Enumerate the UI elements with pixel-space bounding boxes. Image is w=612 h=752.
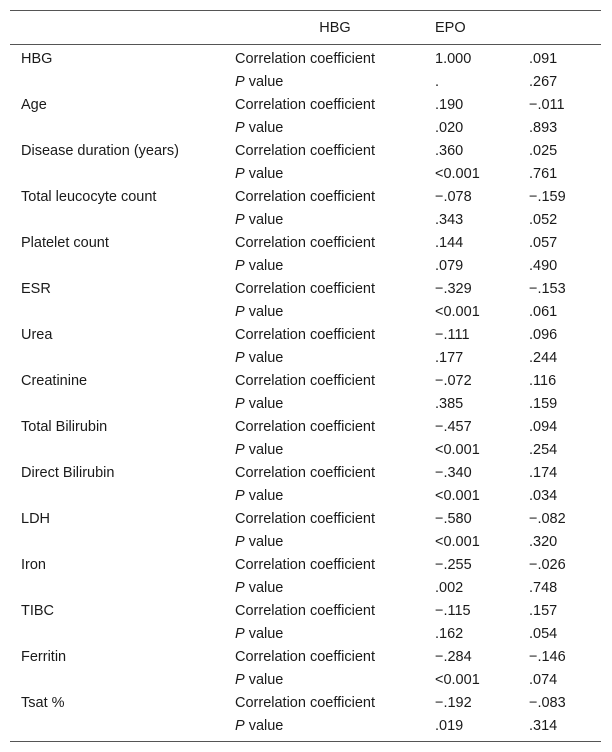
cell-corr-epo: .057	[529, 234, 558, 251]
stat-label-correlation: Correlation coefficient	[235, 418, 375, 435]
table-row-pvalue	[10, 254, 601, 277]
table-row-pvalue	[10, 668, 601, 691]
stat-label-correlation: Correlation coefficient	[235, 50, 375, 67]
stat-label-correlation: Correlation coefficient	[235, 326, 375, 343]
cell-p-epo: .244	[529, 349, 558, 366]
cell-corr-epo: −.011	[529, 96, 565, 113]
stat-label-pvalue	[235, 162, 435, 185]
cell-corr-hbg: −.072	[435, 372, 472, 389]
stat-label-pvalue	[235, 116, 435, 139]
table-row-pvalue	[10, 438, 601, 461]
variable-name-blank	[10, 254, 235, 277]
p-letter: P	[235, 395, 245, 412]
cell-corr-epo: −.146	[529, 648, 566, 665]
cell-corr-epo: −.083	[529, 694, 566, 711]
cell-corr-epo: −.026	[529, 556, 566, 573]
p-rest: value	[244, 349, 284, 366]
table-row-pvalue	[10, 484, 601, 507]
stat-label-pvalue	[235, 70, 435, 93]
cell-corr-hbg: −.580	[435, 510, 472, 527]
table-row-correlation	[10, 599, 601, 622]
p-letter: P	[235, 441, 245, 458]
cell-p-epo: .052	[529, 211, 558, 228]
table-row-pvalue	[10, 70, 601, 93]
cell-corr-hbg: .360	[435, 142, 464, 159]
p-letter: P	[235, 579, 245, 596]
header-blank	[10, 11, 235, 45]
cell-p-hbg: .177	[435, 349, 464, 366]
stat-label-correlation: Correlation coefficient	[235, 510, 375, 527]
cell-p-hbg: <0.001	[435, 533, 480, 550]
table-row-pvalue	[10, 300, 601, 323]
table-row-pvalue	[10, 530, 601, 553]
stat-label-pvalue	[235, 714, 435, 742]
cell-p-hbg: .162	[435, 625, 464, 642]
p-letter: P	[235, 625, 245, 642]
cell-p-hbg: .343	[435, 211, 464, 228]
cell-p-hbg: .385	[435, 395, 464, 412]
table-row-correlation	[10, 645, 601, 668]
cell-corr-hbg: −.115	[435, 602, 471, 619]
table-row-pvalue	[10, 622, 601, 645]
table-row-correlation	[10, 139, 601, 162]
cell-p-hbg: <0.001	[435, 303, 480, 320]
stat-label-pvalue	[235, 622, 435, 645]
table-row-pvalue	[10, 162, 601, 185]
variable-name-blank	[10, 392, 235, 415]
variable-name: ESR	[21, 280, 51, 297]
table-row-pvalue	[10, 116, 601, 139]
cell-corr-epo: .025	[529, 142, 558, 159]
table-row-correlation	[10, 277, 601, 300]
correlation-table-container	[10, 10, 601, 742]
p-letter: P	[235, 303, 245, 320]
stat-label-correlation: Correlation coefficient	[235, 648, 375, 665]
p-rest: value	[244, 73, 284, 90]
cell-p-epo: .748	[529, 579, 558, 596]
p-rest: value	[244, 165, 284, 182]
variable-name: Ferritin	[21, 648, 67, 665]
cell-p-epo: .490	[529, 257, 558, 274]
p-rest: value	[244, 119, 284, 136]
table-row-correlation	[10, 553, 601, 576]
stat-label-pvalue	[235, 392, 435, 415]
cell-corr-hbg: −.111	[435, 326, 470, 343]
table-row-correlation	[10, 415, 601, 438]
table-row-pvalue	[10, 346, 601, 369]
p-letter: P	[235, 211, 245, 228]
stat-label-correlation: Correlation coefficient	[235, 188, 375, 205]
cell-corr-hbg: −.457	[435, 418, 472, 435]
variable-name: HBG	[21, 50, 53, 67]
cell-corr-hbg: .190	[435, 96, 464, 113]
header-hbg: HBG	[319, 19, 351, 36]
table-row-correlation	[10, 231, 601, 254]
cell-corr-hbg: −.192	[435, 694, 472, 711]
stat-label-pvalue	[235, 484, 435, 507]
stat-label-correlation: Correlation coefficient	[235, 602, 375, 619]
table-row-pvalue	[10, 576, 601, 599]
variable-name-blank	[10, 116, 235, 139]
cell-corr-epo: .116	[529, 372, 557, 389]
cell-corr-hbg: −.340	[435, 464, 472, 481]
p-letter: P	[235, 257, 245, 274]
cell-p-hbg: <0.001	[435, 487, 480, 504]
p-letter: P	[235, 349, 245, 366]
cell-corr-hbg: −.255	[435, 556, 472, 573]
variable-name: Creatinine	[21, 372, 88, 389]
p-rest: value	[244, 395, 284, 412]
cell-p-epo: .074	[529, 671, 558, 688]
p-letter: P	[235, 487, 245, 504]
variable-name-blank	[10, 208, 235, 231]
p-letter: P	[235, 119, 245, 136]
p-letter: P	[235, 717, 245, 734]
variable-name: Platelet count	[21, 234, 109, 251]
variable-name: Tsat %	[21, 694, 65, 711]
table-row-correlation	[10, 93, 601, 116]
cell-p-epo: .267	[529, 73, 558, 90]
cell-p-epo: .061	[529, 303, 558, 320]
table-row-correlation	[10, 369, 601, 392]
stat-label-pvalue	[235, 668, 435, 691]
cell-p-hbg: .002	[435, 579, 464, 596]
table-header-row	[10, 11, 601, 45]
stat-label-correlation: Correlation coefficient	[235, 464, 375, 481]
p-rest: value	[244, 303, 284, 320]
table-row-correlation	[10, 507, 601, 530]
p-rest: value	[244, 717, 284, 734]
stat-label-pvalue	[235, 346, 435, 369]
p-rest: value	[244, 533, 284, 550]
variable-name-blank	[10, 162, 235, 185]
variable-name-blank	[10, 530, 235, 553]
cell-p-epo: .159	[529, 395, 558, 412]
variable-name: Total leucocyte count	[21, 188, 157, 205]
variable-name: TIBC	[21, 602, 55, 619]
variable-name-blank	[10, 622, 235, 645]
table-row-correlation	[10, 45, 601, 71]
p-rest: value	[244, 579, 284, 596]
p-letter: P	[235, 671, 245, 688]
stat-label-pvalue	[235, 300, 435, 323]
cell-p-hbg: .019	[435, 717, 464, 734]
variable-name-blank	[10, 714, 235, 742]
cell-corr-hbg: −.078	[435, 188, 472, 205]
cell-p-epo: .761	[529, 165, 558, 182]
variable-name-blank	[10, 576, 235, 599]
cell-corr-epo: .157	[529, 602, 558, 619]
variable-name-blank	[10, 484, 235, 507]
p-rest: value	[244, 257, 284, 274]
p-letter: P	[235, 165, 245, 182]
table-row-pvalue	[10, 208, 601, 231]
table-row-correlation	[10, 461, 601, 484]
variable-name: Iron	[21, 556, 46, 573]
cell-p-hbg: .020	[435, 119, 464, 136]
stat-label-correlation: Correlation coefficient	[235, 96, 375, 113]
stat-label-pvalue	[235, 576, 435, 599]
p-rest: value	[244, 625, 284, 642]
table-row-correlation	[10, 323, 601, 346]
stat-label-correlation: Correlation coefficient	[235, 372, 375, 389]
variable-name: Direct Bilirubin	[21, 464, 115, 481]
p-letter: P	[235, 533, 245, 550]
stat-label-pvalue	[235, 254, 435, 277]
variable-name: Disease duration (years)	[21, 142, 179, 159]
stat-label-correlation: Correlation coefficient	[235, 142, 375, 159]
variable-name-blank	[10, 70, 235, 93]
cell-corr-epo: −.153	[529, 280, 566, 297]
cell-p-hbg: <0.001	[435, 441, 480, 458]
stat-label-pvalue	[235, 438, 435, 461]
cell-corr-epo: .174	[529, 464, 558, 481]
p-rest: value	[244, 211, 284, 228]
variable-name-blank	[10, 668, 235, 691]
variable-name: Urea	[21, 326, 53, 343]
cell-corr-hbg: 1.000	[435, 50, 472, 67]
stat-label-pvalue	[235, 530, 435, 553]
stat-label-correlation: Correlation coefficient	[235, 556, 375, 573]
table-row-correlation	[10, 691, 601, 714]
stat-label-correlation: Correlation coefficient	[235, 694, 375, 711]
cell-p-epo: .314	[529, 717, 558, 734]
cell-p-epo: .054	[529, 625, 558, 642]
table-row-correlation	[10, 185, 601, 208]
cell-corr-epo: .091	[529, 50, 558, 67]
table-row-pvalue	[10, 714, 601, 742]
cell-p-epo: .320	[529, 533, 558, 550]
cell-p-epo: .254	[529, 441, 558, 458]
cell-corr-epo: −.082	[529, 510, 566, 527]
variable-name-blank	[10, 438, 235, 461]
cell-corr-hbg: −.329	[435, 280, 472, 297]
cell-p-hbg: <0.001	[435, 671, 480, 688]
header-epo: EPO	[435, 19, 466, 36]
variable-name-blank	[10, 300, 235, 323]
cell-p-hbg: .	[435, 73, 440, 90]
cell-corr-epo: −.159	[529, 188, 566, 205]
variable-name: LDH	[21, 510, 51, 527]
p-letter: P	[235, 73, 245, 90]
cell-corr-hbg: −.284	[435, 648, 472, 665]
table-row-pvalue	[10, 392, 601, 415]
p-rest: value	[244, 441, 284, 458]
cell-p-epo: .034	[529, 487, 558, 504]
cell-corr-hbg: .144	[435, 234, 464, 251]
p-rest: value	[244, 487, 284, 504]
cell-p-epo: .893	[529, 119, 558, 136]
cell-corr-epo: .096	[529, 326, 558, 343]
variable-name: Age	[21, 96, 47, 113]
variable-name: Total Bilirubin	[21, 418, 108, 435]
stat-label-correlation: Correlation coefficient	[235, 280, 375, 297]
cell-p-hbg: .079	[435, 257, 464, 274]
cell-corr-epo: .094	[529, 418, 558, 435]
table-body	[10, 45, 601, 742]
cell-p-hbg: <0.001	[435, 165, 480, 182]
p-rest: value	[244, 671, 284, 688]
variable-name-blank	[10, 346, 235, 369]
stat-label-correlation: Correlation coefficient	[235, 234, 375, 251]
stat-label-pvalue	[235, 208, 435, 231]
correlation-table	[10, 10, 601, 742]
